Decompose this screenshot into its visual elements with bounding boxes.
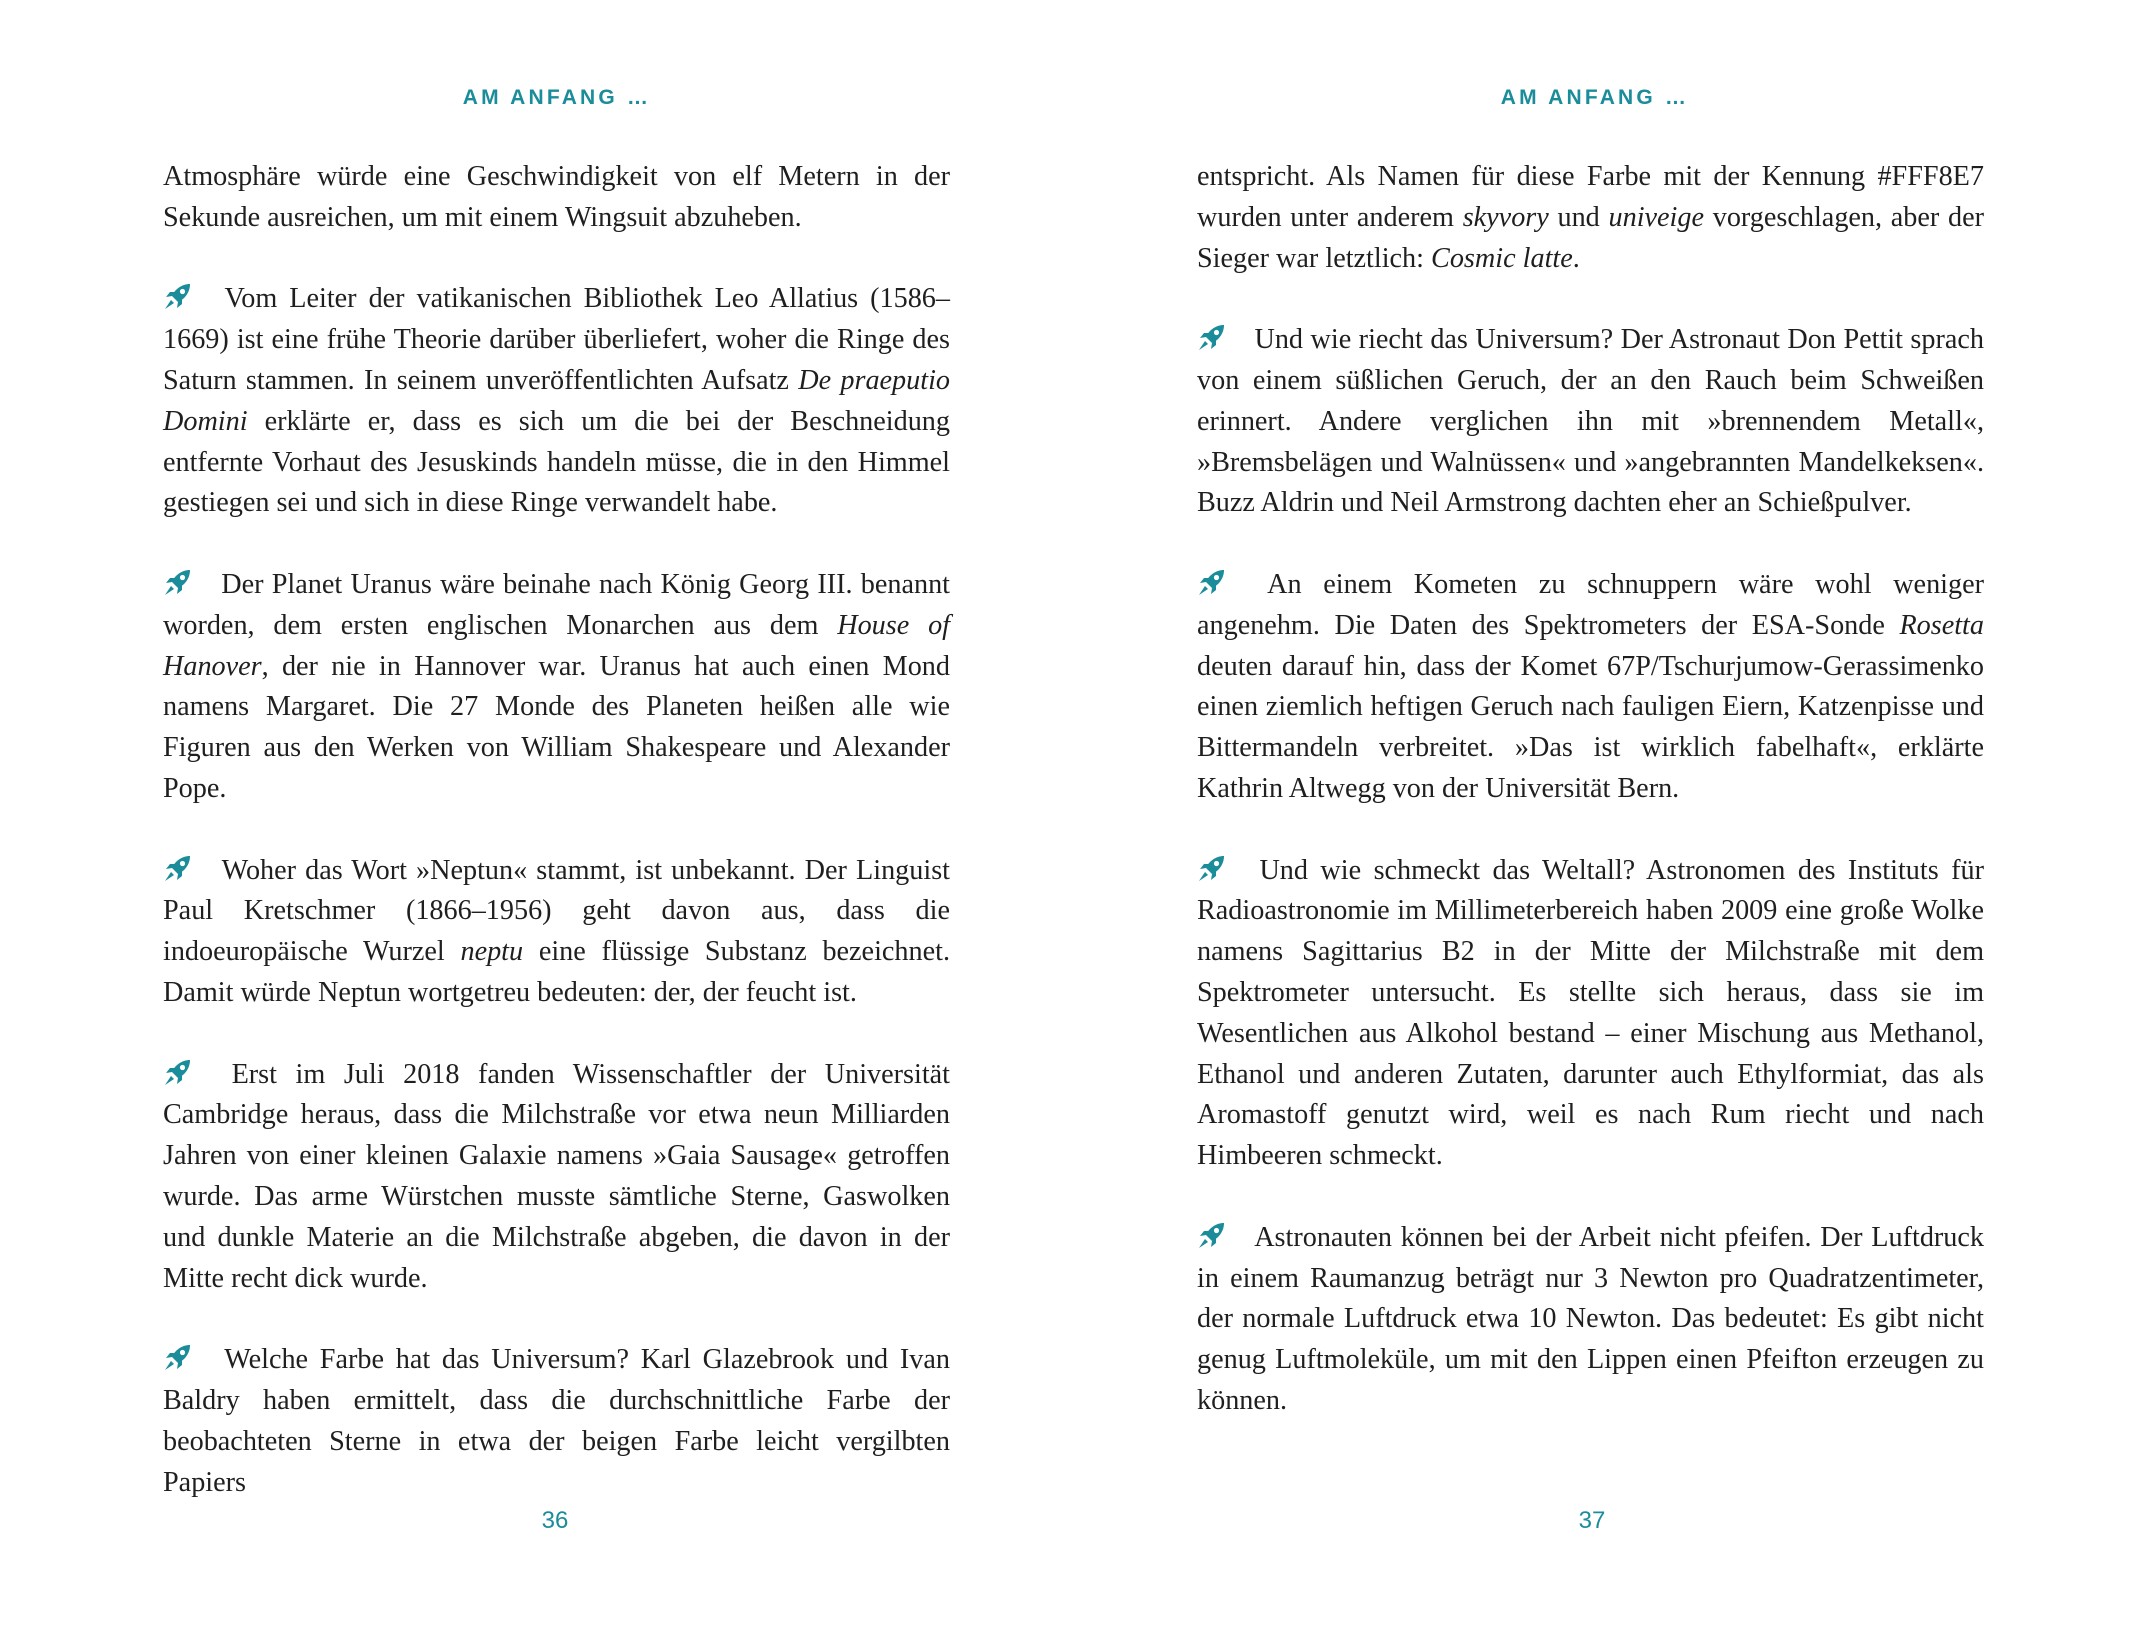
rocket-icon <box>1197 853 1227 883</box>
italic-text: univeige <box>1608 201 1704 233</box>
text-run: Erst im Juli 2018 fanden Wissenschaftler der Universität Cambridge heraus, dass die Milchstraße vor etwa neun Milliarden Jahren von einer kleinen Galaxie namens »Gaia Sausage« getroffen wurde. Das arme Würstchen musste sämtliche Sterne, Gaswolken und dunkle Materie an die Milchstraße abgeben, die davon in der Mitte recht dick wurde. <box>163 1058 950 1294</box>
text-run: vorgeschlagen, aber der Sieger war letztlich: <box>1197 201 1985 274</box>
rocket-icon <box>1197 322 1227 352</box>
page-number: 37 <box>1578 1507 1606 1534</box>
text-run: Welche Farbe hat das Universum? Karl Glazebrook und Ivan Baldry haben ermittelt, dass die durchschnittliche Farbe der beobachteten Sterne in etwa der beigen Farbe leicht vergilbten Papiers <box>163 1344 950 1498</box>
italic-text: De praeputio Domini <box>163 364 950 437</box>
body-text <box>163 157 950 1503</box>
rocket-icon <box>163 567 193 597</box>
rocket-icon <box>1197 1220 1227 1250</box>
trivia-paragraph <box>1197 320 1984 524</box>
rocket-icon <box>1197 567 1227 597</box>
trivia-paragraph <box>163 565 950 810</box>
text-run: Und wie schmeckt das Weltall? Astronomen des Instituts für Radioastronomie im Millimeterbereich haben 2009 eine große Wolke namens Sagittarius B2 in der Mitte der Milchstraße mit dem Spektrometer untersucht. Es stellte sich heraus, dass sie im Wesentlichen aus Alkohol bestand – einer Mischung aus Methanol, Ethanol und anderen Zutaten, darunter auch Ethylformiat, das als Aromastoff genutzt wird, weil es nach Rum riecht und nach Himbeeren schmeckt. <box>1197 854 1985 1172</box>
body-text <box>1197 157 1984 1422</box>
trivia-paragraph <box>163 1340 950 1503</box>
text-run: , der nie in Hannover war. Uranus hat auch einen Mond namens Margaret. Die 27 Monde des Planeten heißen alle wie Figuren aus den Werken von William Shakespeare und Alexander Pope. <box>163 650 950 804</box>
text-run: erklärte er, dass es sich um die bei der Beschneidung entfernte Vorhaut des Jesuskinds handeln müsse, die in den Himmel gestiegen sei und sich in diese Ringe verwandelt habe. <box>163 405 950 519</box>
continued-paragraph <box>163 157 950 239</box>
rocket-icon <box>163 1342 193 1372</box>
italic-text: Rosetta <box>1899 609 1984 641</box>
italic-text: House of Hanover <box>163 609 950 682</box>
rocket-icon <box>163 853 193 883</box>
text-run: und <box>1548 201 1609 233</box>
trivia-paragraph <box>1197 851 1984 1177</box>
italic-text: skyvory <box>1462 201 1549 233</box>
text-run: entspricht. Als Namen für diese Farbe mit der Kennung #FFF8E7 wurden unter anderem <box>1197 161 1984 233</box>
text-run: . <box>1572 242 1580 274</box>
text-run: deuten darauf hin, dass der Komet 67P/Tschurjumow-Gerassimenko einen ziemlich heftigen Geruch nach fauligen Eiern, Katzenpisse und Bittermandeln verbreitet. »Das ist wirklich fabelhaft«, erklärte Kathrin Altwegg von der Universität Bern. <box>1197 650 1984 804</box>
rocket-icon <box>163 1057 193 1087</box>
continued-paragraph <box>1197 157 1984 279</box>
text-run: Atmosphäre würde eine Geschwindigkeit von elf Metern in der Sekunde ausreichen, um mit einem Wingsuit abzuheben. <box>163 161 950 233</box>
right-page <box>1065 0 2131 1650</box>
trivia-paragraph <box>163 1055 950 1300</box>
trivia-paragraph <box>163 279 950 524</box>
page-number: 36 <box>541 1507 569 1534</box>
text-run: Der Planet Uranus wäre beinahe nach König Georg III. benannt worden, dem ersten englischen Monarchen aus dem <box>163 568 951 641</box>
text-run: An einem Kometen zu schnuppern wäre wohl weniger angenehm. Die Daten des Spektrometers der ESA-Sonde <box>1197 568 1984 641</box>
text-run: Astronauten können bei der Arbeit nicht pfeifen. Der Luftdruck in einem Raumanzug beträgt nur 3 Newton pro Quadratzentimeter, der normale Luftdruck etwa 10 Newton. Das bedeutet: Es gibt nicht genug Luftmoleküle, um mit den Lippen einen Pfeifton erzeugen zu können. <box>1197 1221 1984 1416</box>
italic-text: Cosmic latte <box>1431 242 1573 274</box>
trivia-paragraph <box>1197 565 1984 810</box>
text-run: Und wie riecht das Universum? Der Astronaut Don Pettit sprach von einem süßlichen Geruch, der an den Rauch beim Schweißen erinnert. Andere verglichen ihn mit »brennendem Metall«, »Bremsbelägen und Walnüssen« und »angebrannten Mandelkeksen«. Buzz Aldrin und Neil Armstrong dachten eher an Schießpulver. <box>1197 324 1984 519</box>
rocket-icon <box>163 281 193 311</box>
running-head: AM ANFANG … <box>462 86 652 109</box>
text-run: Woher das Wort »Neptun« stammt, ist unbekannt. Der Linguist Paul Kretschmer (1866–1956) geht davon aus, dass die indoeuropäische Wurzel <box>163 854 950 968</box>
running-head: AM ANFANG … <box>1500 86 1690 109</box>
left-page <box>0 0 1065 1650</box>
italic-text: neptu <box>460 936 524 968</box>
text-run: eine flüssige Substanz bezeichnet. Damit würde Neptun wortgetreu bedeuten: der, der feucht ist. <box>163 936 950 1008</box>
text-run: Vom Leiter der vatikanischen Bibliothek Leo Allatius (1586–1669) ist eine frühe Theorie darüber überliefert, woher die Ringe des Saturn stammen. In seinem unveröffentlichten Aufsatz <box>163 283 950 396</box>
trivia-paragraph <box>163 851 950 1014</box>
trivia-paragraph <box>1197 1218 1984 1422</box>
